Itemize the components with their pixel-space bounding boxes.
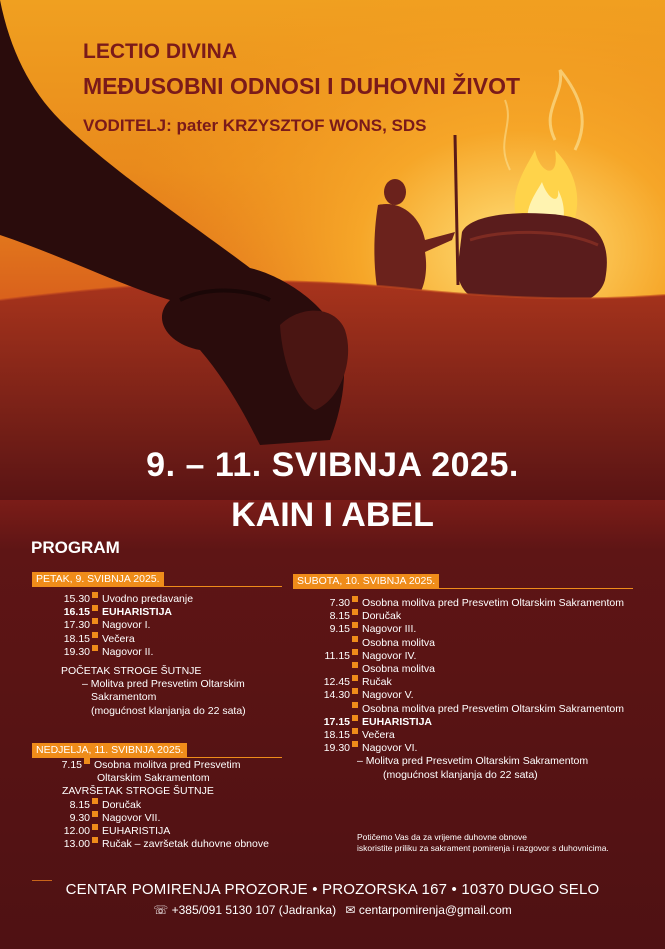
prayer-line: – Molitva pred Presvetim Oltarskim Sakramentom: [357, 755, 589, 768]
schedule-row: 7.30 Osobna molitva pred Presvetim Oltarskim Sakramentom: [329, 597, 625, 609]
prayer-line: Sakramentom: [91, 691, 157, 704]
schedule-row: 13.00 Ručak – završetak duhovne obnove: [63, 838, 269, 851]
email-address[interactable]: centarpomirenja@gmail.com: [358, 903, 512, 917]
program-heading: PROGRAM: [31, 538, 120, 557]
schedule-row: 12.45 Ručak: [323, 676, 392, 689]
adoration-note: (mogućnost klanjanja do 22 sata): [383, 768, 538, 781]
schedule-row: 18.15 Večera: [63, 632, 135, 645]
prayer-line: – Molitva pred Presvetim Oltarskim: [82, 678, 245, 691]
friday-label: PETAK, 9. SVIBNJA 2025.: [32, 572, 164, 587]
schedule-row: 11.15 Nagovor IV.: [324, 649, 417, 662]
schedule-row: 12.00 EUHARISTIJA: [63, 825, 171, 838]
header-title: LECTIO DIVINA: [83, 40, 238, 63]
schedule-row: 14.30 Nagovor V.: [323, 689, 414, 702]
schedule-row: 8.15 Doručak: [329, 610, 402, 623]
header-subtitle: MEĐUSOBNI ODNOSI I DUHOVNI ŽIVOT: [83, 73, 521, 99]
schedule-row: 19.30 Nagovor II.: [63, 645, 154, 658]
schedule-row: 9.30 Nagovor VII.: [69, 811, 161, 824]
email-icon: ✉: [345, 903, 356, 917]
sunday-label: NEDJELJA, 11. SVIBNJA 2025.: [32, 743, 187, 758]
sunday-divider: [32, 757, 282, 758]
schedule-row: 9.15 Nagovor III.: [329, 623, 417, 636]
schedule-row: 16.15 EUHARISTIJA: [63, 606, 173, 619]
footer-contact: [0, 903, 665, 917]
friday-divider: [32, 586, 282, 587]
friday-schedule: [32, 593, 292, 718]
schedule-row: 15.30 Uvodno predavanje: [63, 593, 194, 605]
phone-icon: ☏: [153, 903, 169, 917]
schedule-row: 19.30 Nagovor VI.: [323, 742, 418, 755]
footer-address: CENTAR POMIRENJA PROZORJE • PROZORSKA 167 • 10370 DUGO SELO: [65, 881, 600, 898]
note-line: Potičemo Vas da za vrijeme duhovne obnove: [357, 832, 527, 842]
schedule-row: 7.15 Osobna molitva pred Presvetim: [61, 759, 241, 771]
schedule-row: 18.15 Večera: [323, 729, 395, 742]
header-leader: VODITELJ: pater KRZYSZTOF WONS, SDS: [83, 116, 427, 135]
saturday-divider: [293, 588, 633, 589]
silence-start: POČETAK STROGE ŠUTNJE: [61, 665, 202, 678]
confession-note: [357, 832, 609, 854]
event-title: KAIN I ABEL: [231, 496, 434, 534]
event-dates: 9. – 11. SVIBNJA 2025.: [146, 446, 519, 484]
schedule-row: 8.15 Doručak: [69, 798, 142, 811]
phone-number[interactable]: +385/091 5130 107 (Jadranka): [171, 903, 337, 917]
schedule-row: 17.30 Nagovor I.: [63, 619, 151, 632]
schedule-row: Osobna molitva: [293, 663, 653, 676]
silence-end: ZAVRŠETAK STROGE ŠUTNJE: [62, 785, 214, 798]
saturday-label: SUBOTA, 10. SVIBNJA 2025.: [293, 574, 439, 589]
schedule-continuation: Oltarskim Sakramentom: [97, 772, 210, 785]
sunday-schedule: [32, 759, 292, 851]
schedule-row: 17.15 EUHARISTIJA: [323, 715, 433, 728]
saturday-schedule: [293, 597, 653, 782]
schedule-row: Osobna molitva: [293, 637, 653, 650]
note-line: iskoristite priliku za sakrament pomirenja i razgovor s duhovnicima.: [357, 843, 609, 853]
schedule-row: Osobna molitva pred Presvetim Oltarskim Sakramentom: [293, 703, 653, 716]
adoration-note: (mogućnost klanjanja do 22 sata): [91, 704, 246, 717]
